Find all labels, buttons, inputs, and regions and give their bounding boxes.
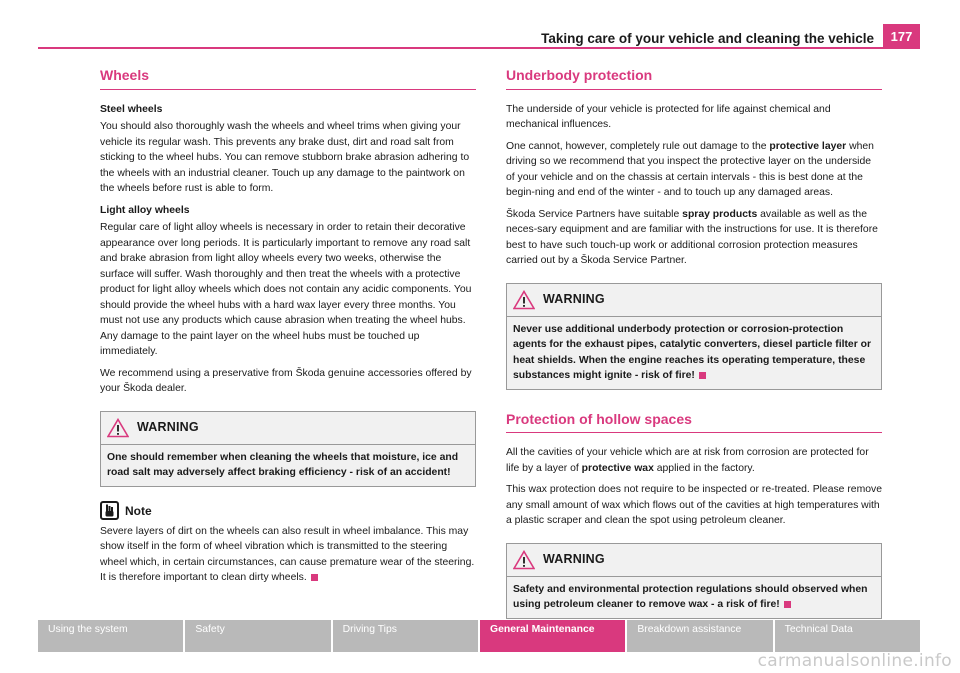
paragraph-underbody-2: One cannot, however, completely rule out damage to the protective layer when driving so we recommend that you inspect the protective layer on the underside of your vehicle and on the chassis at certain intervals - this is best done at the begin-ning and end of the winter - and to touch up any damaged areas.	[506, 140, 874, 198]
page-header-title: Taking care of your vehicle and cleaning the vehicle	[541, 31, 874, 46]
warning-triangle-icon	[513, 290, 535, 310]
note-header	[100, 501, 476, 520]
paragraph-hollow-1: All the cavities of your vehicle which are at risk from corrosion are protected for life by a layer of protective wax applied in the factory.	[506, 447, 869, 474]
note-title: Note	[125, 504, 152, 518]
left-column	[100, 68, 476, 592]
subheading-light-alloy-wheels: Light alloy wheels	[100, 204, 190, 216]
paragraph-underbody-1: The underside of your vehicle is protected for life against chemical and mechanical influences.	[506, 103, 831, 130]
paragraph-underbody-3: Škoda Service Partners have suitable spray products available as well as the neces-sary equipment and are familiar with the instructions for use. It is therefore best to have such touch-up work or additional corrosion protection measures carried out by a Škoda Service Partner.	[506, 208, 878, 266]
warning-text: Never use additional underbody protection or corrosion-protection agents for the exhaust pipes, catalytic converters, diesel particle filter or heat shields. When the engine reaches its operating temperature, these substances might ignite - risk of fire!	[513, 323, 872, 381]
end-square-icon	[311, 574, 318, 581]
footer-tab-bar	[38, 620, 920, 652]
warning-title: WARNING	[543, 551, 605, 566]
section-heading-wheels: Wheels	[100, 68, 476, 90]
tab-breakdown-assistance[interactable]: Breakdown assistance	[627, 620, 772, 652]
section-heading-hollow-spaces: Protection of hollow spaces	[506, 412, 882, 434]
end-square-icon	[699, 372, 706, 379]
paragraph-steel-wheels: You should also thoroughly wash the wheels and wheel trims when giving your vehicle its regular wash. This prevents any brake dust, dirt and road salt from sticking to the wheel hubs. You can remove stubborn brake abrasion adhering to the wheels with an industrial cleaner. Touch up any damage to the paintwork on the wheels before rust is able to form.	[100, 121, 470, 194]
tab-technical-data[interactable]: Technical Data	[775, 620, 920, 652]
warning-header	[507, 544, 881, 577]
tab-general-maintenance[interactable]: General Maintenance	[480, 620, 625, 652]
tab-safety[interactable]: Safety	[185, 620, 330, 652]
tab-using-the-system[interactable]: Using the system	[38, 620, 183, 652]
note-text: Severe layers of dirt on the wheels can also result in wheel imbalance. This may show itself in the form of wheel vibration which is transmitted to the steering wheel which, in certain circumstances, can cause premature wear of the steering. It is therefore important to clean dirty wheels.	[100, 525, 475, 583]
warning-text: Safety and environmental protection regulations should observed when using petroleum cleaner to remove wax - a risk of fire!	[513, 583, 868, 610]
paragraph-hollow-2: This wax protection does not require to be inspected or re-treated. Please remove any small amount of wax which flows out of the cavities at high temperatures with a plastic scraper and clean the spot using petroleum cleaner.	[506, 484, 882, 526]
tab-driving-tips[interactable]: Driving Tips	[333, 620, 478, 652]
paragraph-light-alloy-wheels: Regular care of light alloy wheels is necessary in order to retain their decorative appearance over long periods. It is particularly important to remove any road salt and brake abrasion from light alloy wheels every two weeks, otherwise the surface will suffer. Wash thoroughly and then treat the wheels with a protective product for light alloy wheels which does not contain any acidic components. You should provide the wheel hubs with a hard wax layer every three months. You must not use any products which cause abrasion when treating the wheel hubs. Any damage to the paint layer on the wheel hubs must be touched up immediately.	[100, 222, 472, 357]
warning-text: One should remember when cleaning the wheels that moisture, ice and road salt may adversely affect braking efficiency - risk of an accident!	[107, 451, 459, 478]
warning-title: WARNING	[543, 291, 605, 306]
warning-header	[101, 412, 475, 445]
right-column	[506, 68, 882, 629]
warning-header	[507, 284, 881, 317]
watermark: carmanualsonline.info	[757, 651, 952, 671]
paragraph-recommend: We recommend using a preservative from Škoda genuine accessories offered by your Škoda dealer.	[100, 367, 472, 394]
subheading-steel-wheels: Steel wheels	[100, 103, 163, 115]
section-heading-underbody: Underbody protection	[506, 68, 882, 90]
paragraph-note	[100, 524, 476, 586]
page-number: 177	[883, 24, 920, 49]
end-square-icon	[784, 601, 791, 608]
warning-box-underbody	[506, 283, 882, 390]
warning-box-hollow	[506, 543, 882, 619]
warning-triangle-icon	[107, 418, 129, 438]
warning-triangle-icon	[513, 550, 535, 570]
warning-box-wheels	[100, 411, 476, 487]
warning-title: WARNING	[137, 419, 199, 434]
note-hand-icon	[100, 501, 119, 520]
header-rule	[38, 47, 920, 49]
